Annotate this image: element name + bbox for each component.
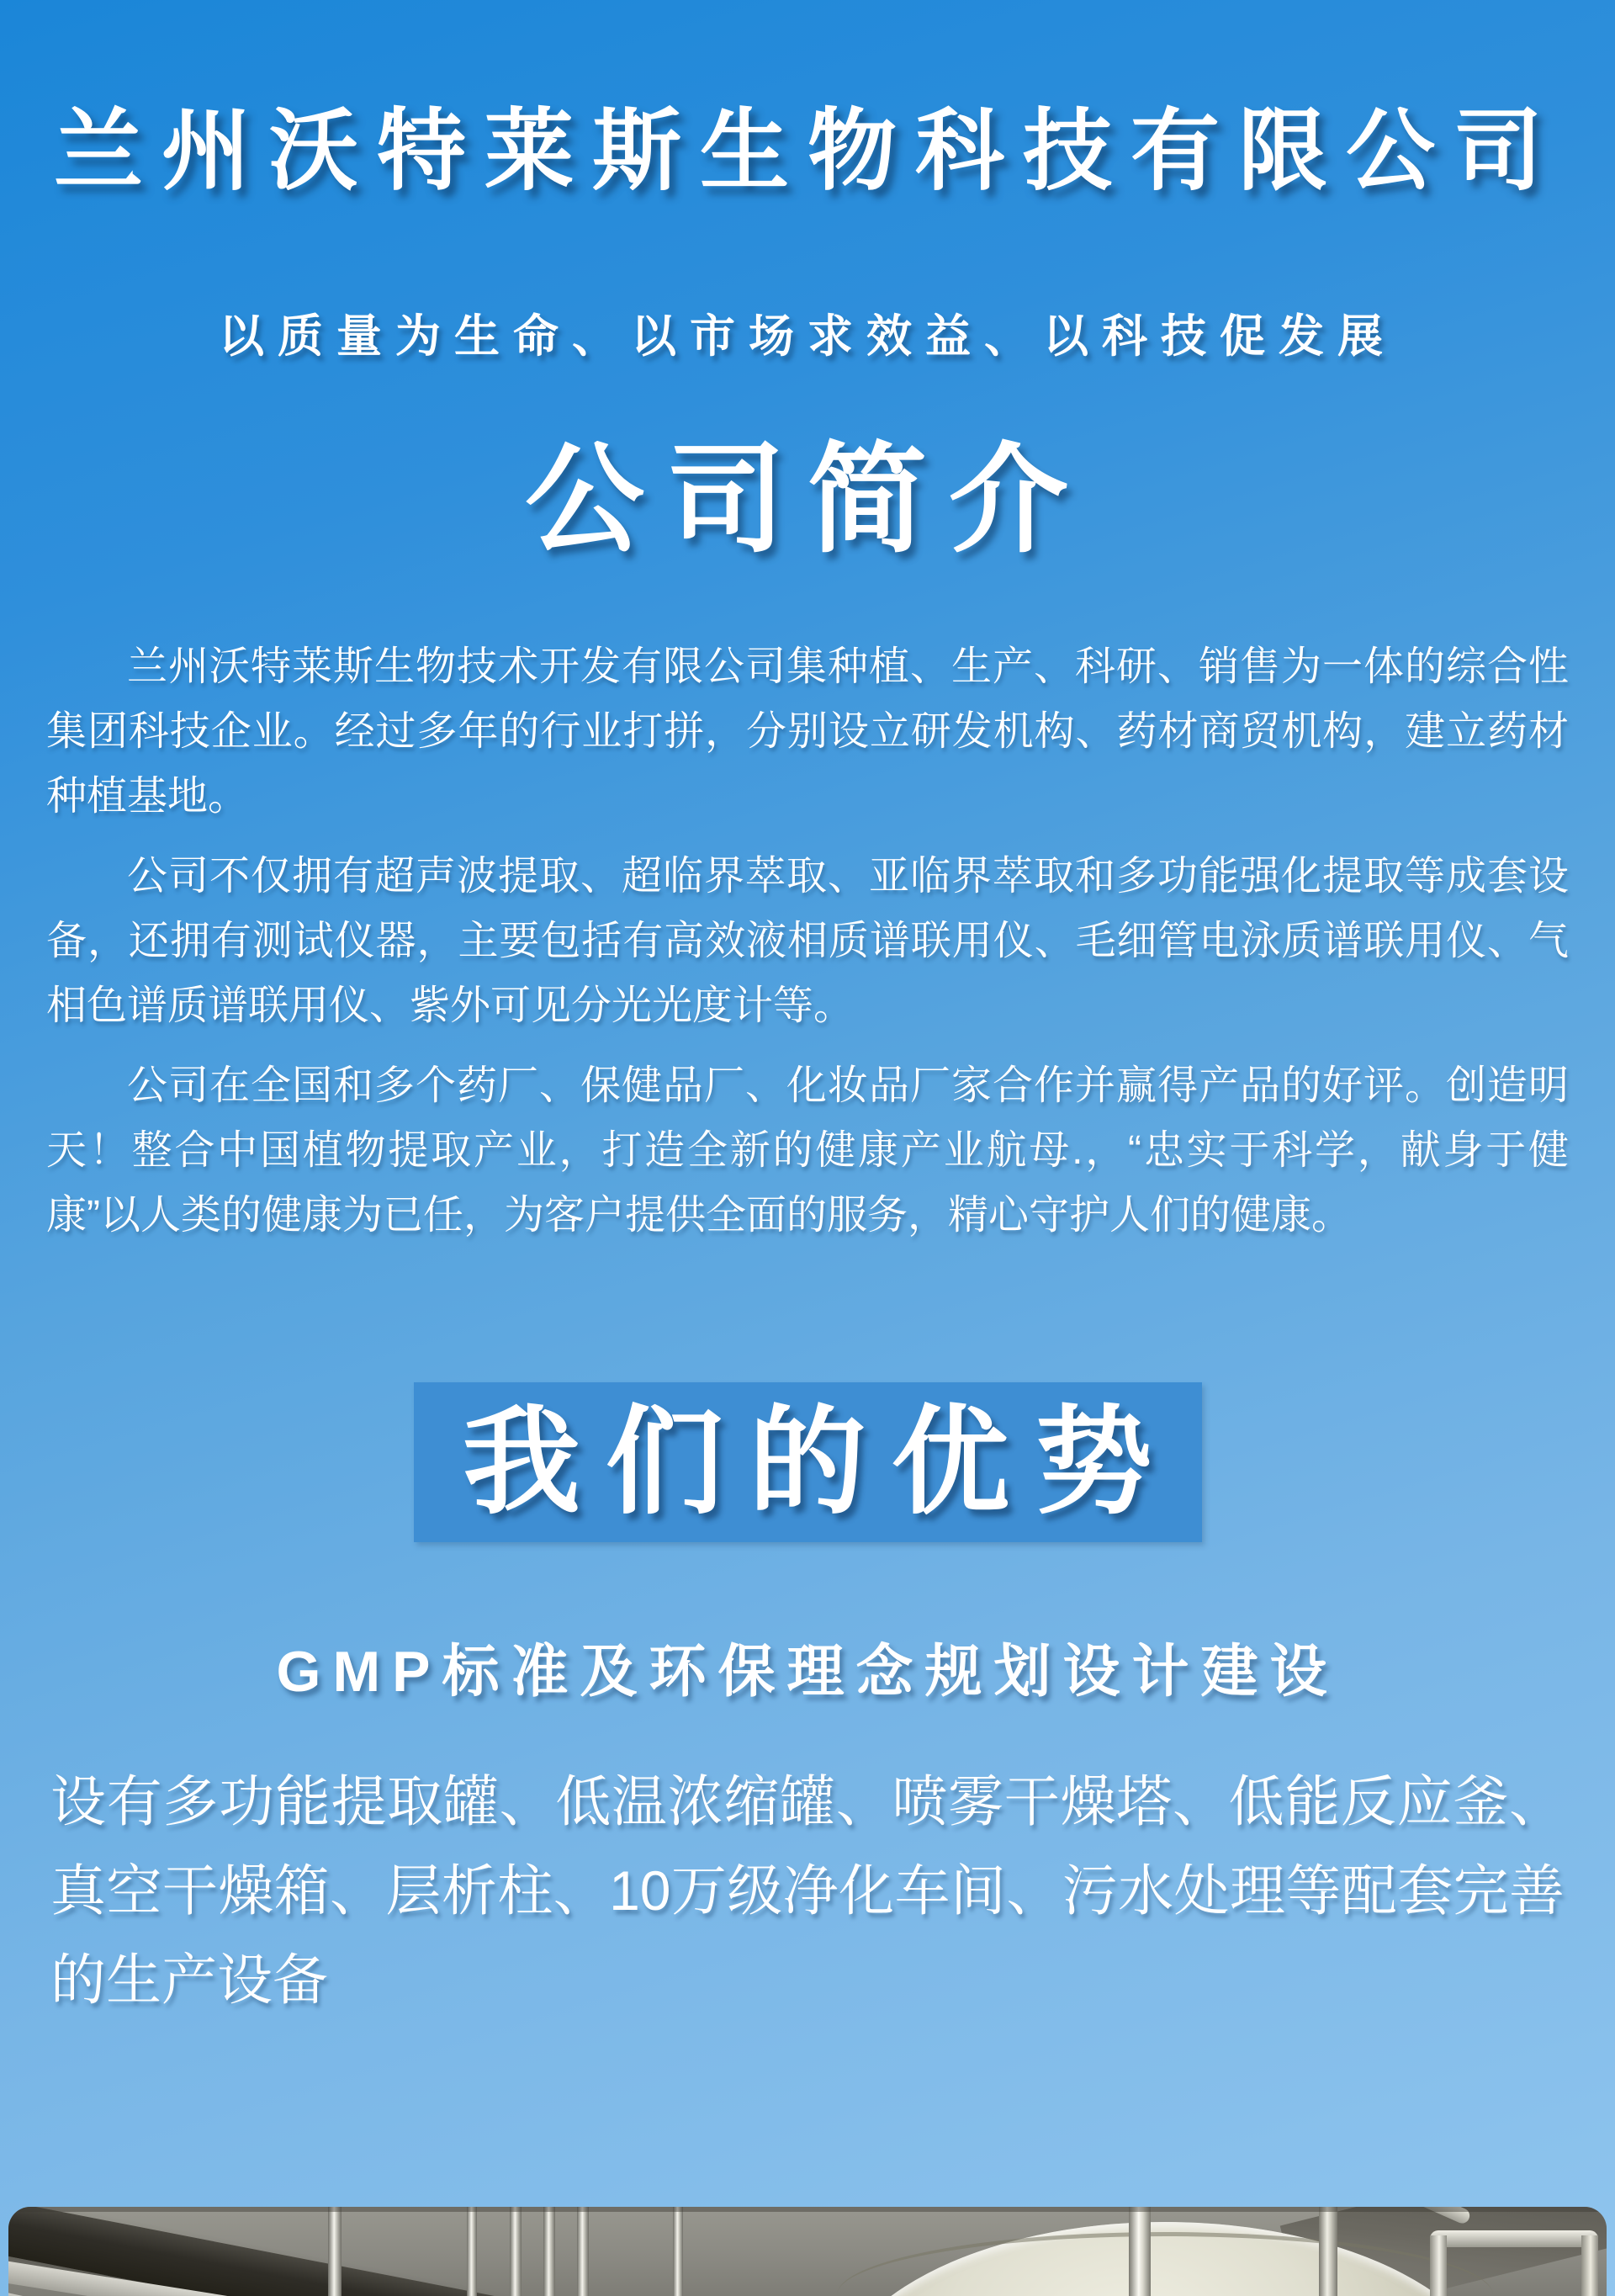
- about-paragraph-3: 公司在全国和多个药厂、保健品厂、化妆品厂家合作并赢得产品的好评。创造明天！整合中国植物提取产业，打造全新的健康产业航母.，“忠实于科学，献身于健康”以人类的健康为已任，为客户提供全面的服务，精心守护人们的健康。: [46, 1063, 1569, 1238]
- advantages-banner-heading: 我们的优势: [462, 1395, 1178, 1528]
- company-title: 兰州沃特莱斯生物科技有限公司: [54, 102, 1561, 201]
- gmp-standard-heading: GMP标准及环保理念规划设计建设: [276, 1639, 1339, 1704]
- photo-steel-pole: [328, 2207, 342, 2296]
- about-paragraph-2: 公司不仅拥有超声波提取、超临界萃取、亚临界萃取和多功能强化提取等成套设备，还拥有测试仪器，主要包括有高效液相质谱联用仪、毛细管电泳质谱联用仪、气相色谱质谱联用仪、紫外可见分光光度计等。: [46, 853, 1569, 1028]
- about-body: [46, 634, 1569, 1248]
- company-slogan: 以质量为生命、以市场求效益、以科技促发展: [219, 310, 1396, 362]
- factory-equipment-photo: [8, 2207, 1607, 2296]
- photo-steel-pole: [467, 2207, 477, 2296]
- photo-steel-pole: [1319, 2207, 1337, 2296]
- photo-steel-pole: [673, 2207, 683, 2296]
- about-paragraph-1: 兰州沃特莱斯生物技术开发有限公司集种植、生产、科研、销售为一体的综合性集团科技企业。经过多年的行业打拼，分别设立研发机构、药材商贸机构，建立药材种植基地。: [46, 644, 1569, 819]
- photo-top-edge: [8, 2207, 1607, 2212]
- facility-equipment-text: 设有多功能提取罐、低温浓缩罐、喷雾干燥塔、低能反应釜、真空干燥箱、层析柱、10万级净化车间、污水处理等配套完善的生产设备: [50, 1769, 1565, 2011]
- about-section-heading: 公司简介: [525, 432, 1090, 567]
- photo-steel-pole: [577, 2207, 589, 2296]
- photo-pipe-frame: [1430, 2235, 1447, 2296]
- advantages-banner: [414, 1382, 1202, 1542]
- photo-pipe-frame: [1581, 2235, 1598, 2296]
- photo-steel-pole: [543, 2207, 555, 2296]
- photo-steel-pole: [510, 2207, 522, 2296]
- photo-steel-pole: [1129, 2207, 1151, 2296]
- photo-pipe-frame: [1430, 2230, 1598, 2247]
